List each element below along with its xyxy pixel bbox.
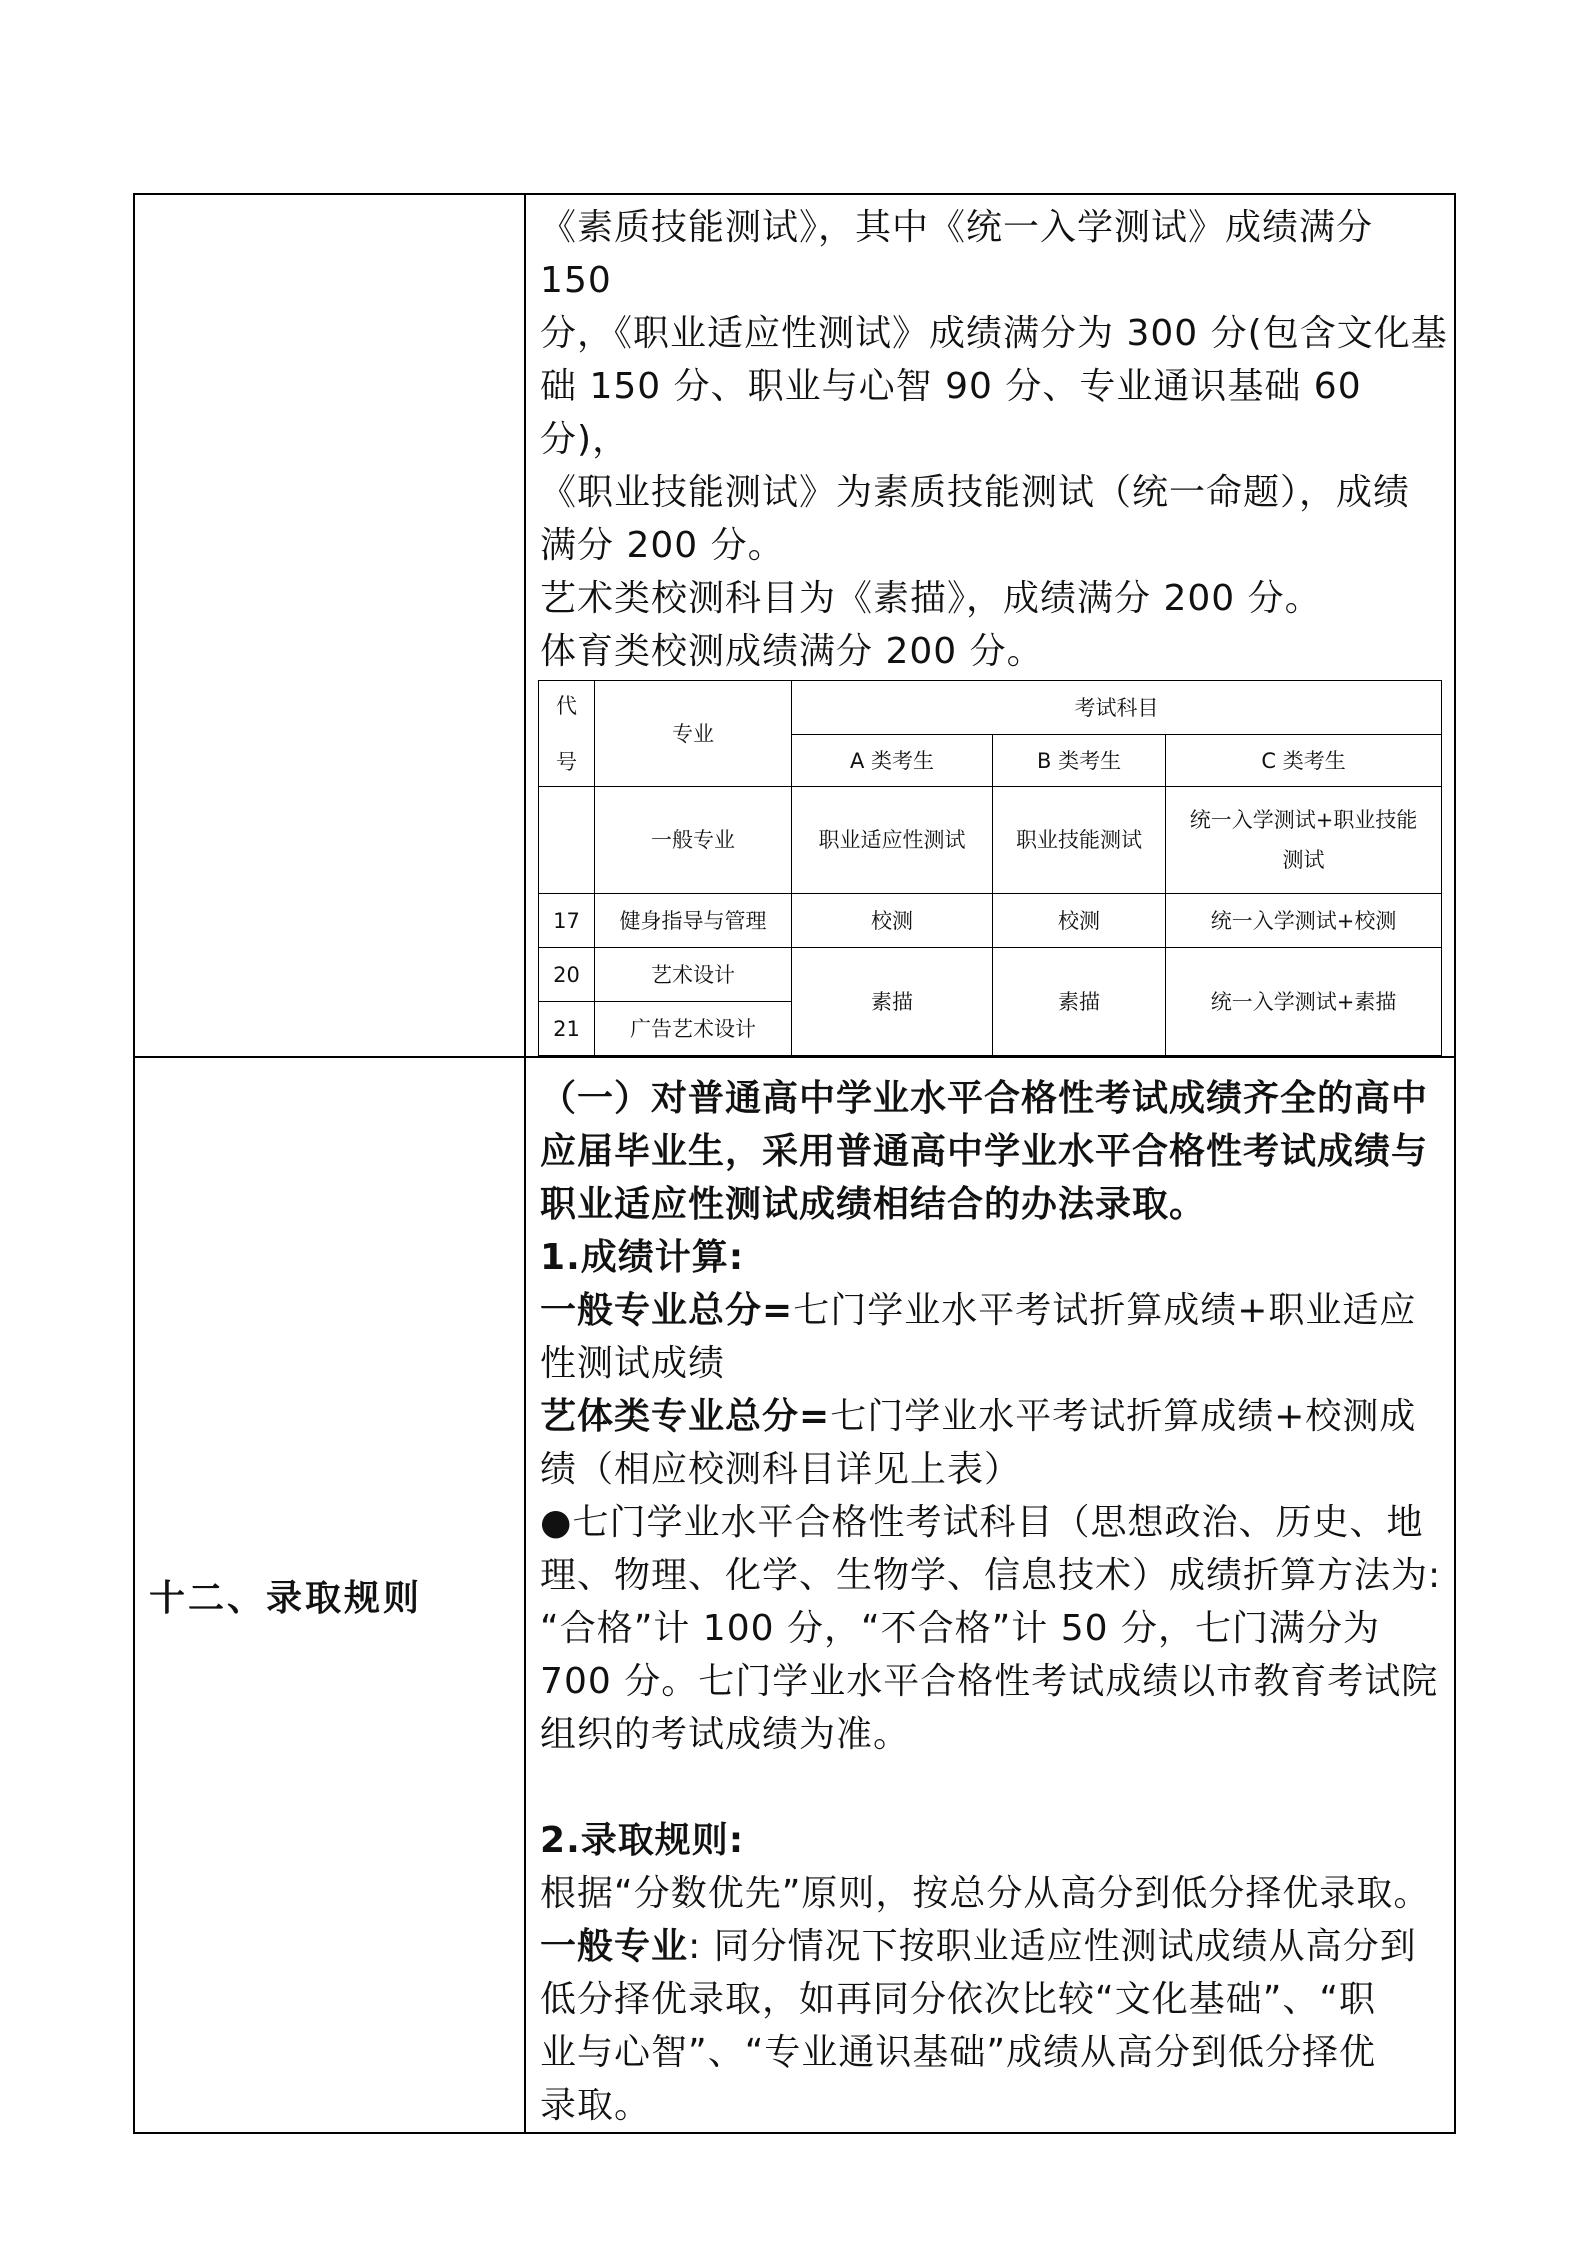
cell-code: 21 [539,1002,595,1056]
desc-line: 《职业技能测试》为素质技能测试（统一命题），成绩 [540,472,1411,513]
cell-code: 20 [539,948,595,1002]
cell-b: 职业技能测试 [993,787,1166,894]
bullet-line: 理、物理、化学、生物学、信息技术）成绩折算方法为: [540,1555,1442,1596]
general-rule-line: 低分择优录取，如再同分依次比较“文化基础”、“职 [540,1979,1376,2020]
header-subjects: 考试科目 [792,681,1442,735]
cell-a: 素描 [792,948,993,1056]
admission-rule-row [134,1057,1455,2133]
cell-major: 健身指导与管理 [595,894,792,948]
bullet-line: “合格”计 100 分，“不合格”计 50 分，七门满分为 [540,1608,1380,1649]
exam-subject-table [538,680,1442,1056]
exam-subjects-row [134,194,1455,1057]
cell-c: 统一入学测试+校测 [1166,894,1442,948]
empty-label-cell [134,194,525,1057]
rule-intro-line: 应届毕业生，采用普通高中学业水平合格性考试成绩与 [540,1131,1429,1172]
desc-line: 础 150 分、职业与心智 90 分、专业通识基础 60 分)， [540,366,1362,460]
art-formula: 艺体类专业总分=七门学业水平考试折算成绩+校测成 [540,1396,1417,1437]
header-col-a: A 类考生 [792,735,993,787]
general-rule-line: 录取。 [540,2085,652,2126]
header-col-b: B 类考生 [993,735,1166,787]
general-formula-cont: 性测试成绩 [540,1343,726,1384]
table-row [539,948,1442,1002]
general-formula: 一般专业总分=七门学业水平考试折算成绩+职业适应 [540,1290,1417,1331]
spacer [526,1761,1454,1814]
section-label: 十二、录取规则 [149,1577,423,1619]
rule-title: 2.录取规则: [540,1820,745,1861]
cell-b: 校测 [993,894,1166,948]
rule-label-cell [134,1057,525,2133]
desc-line: 分，《职业适应性测试》成绩满分为 300 分(包含文化基 [540,313,1448,354]
cell-a: 校测 [792,894,993,948]
cell-c: 统一入学测试+职业技能测试 [1166,787,1442,894]
cell-c: 统一入学测试+素描 [1166,948,1442,1056]
cell-a: 职业适应性测试 [792,787,993,894]
desc-line: 满分 200 分。 [540,525,785,566]
cell-major: 广告艺术设计 [595,1002,792,1056]
cell-code [539,787,595,894]
calc-title: 1.成绩计算: [540,1237,745,1278]
bullet-line: ●七门学业水平合格性考试科目（思想政治、历史、地 [540,1502,1424,1543]
rule-intro-line: （一）对普通高中学业水平合格性考试成绩齐全的高中 [540,1078,1429,1119]
desc-line: 体育类校测成绩满分 200 分。 [540,631,1044,672]
header-major: 专业 [595,681,792,787]
general-rule-line: 业与心智”、“专业通识基础”成绩从高分到低分择优 [540,2032,1376,2073]
desc-line: 艺术类校测科目为《素描》，成绩满分 200 分。 [540,578,1322,619]
exam-description-cell [525,194,1455,1057]
general-rule-line: 一般专业: 同分情况下按职业适应性测试成绩从高分到 [540,1926,1417,1967]
header-col-c: C 类考生 [1166,735,1442,787]
art-formula-cont: 绩（相应校测科目详见上表） [540,1449,1022,1490]
bullet-line: 700 分。七门学业水平合格性考试成绩以市教育考试院 [540,1661,1439,1702]
cell-code: 17 [539,894,595,948]
cell-major: 艺术设计 [595,948,792,1002]
admission-brochure-table [133,193,1456,2134]
header-code: 代 号 [539,681,595,787]
table-row [539,787,1442,894]
cell-major: 一般专业 [595,787,792,894]
rule-content-cell [525,1057,1455,2133]
cell-b: 素描 [993,948,1166,1056]
rule-intro-line: 职业适应性测试成绩相结合的办法录取。 [540,1184,1207,1225]
desc-line: 《素质技能测试》，其中《统一入学测试》成绩满分 150 [540,207,1374,301]
table-row [539,894,1442,948]
bullet-line: 组织的考试成绩为准。 [540,1714,911,1755]
rule-line: 根据“分数优先”原则，按总分从高分到低分择优录取。 [540,1873,1431,1914]
